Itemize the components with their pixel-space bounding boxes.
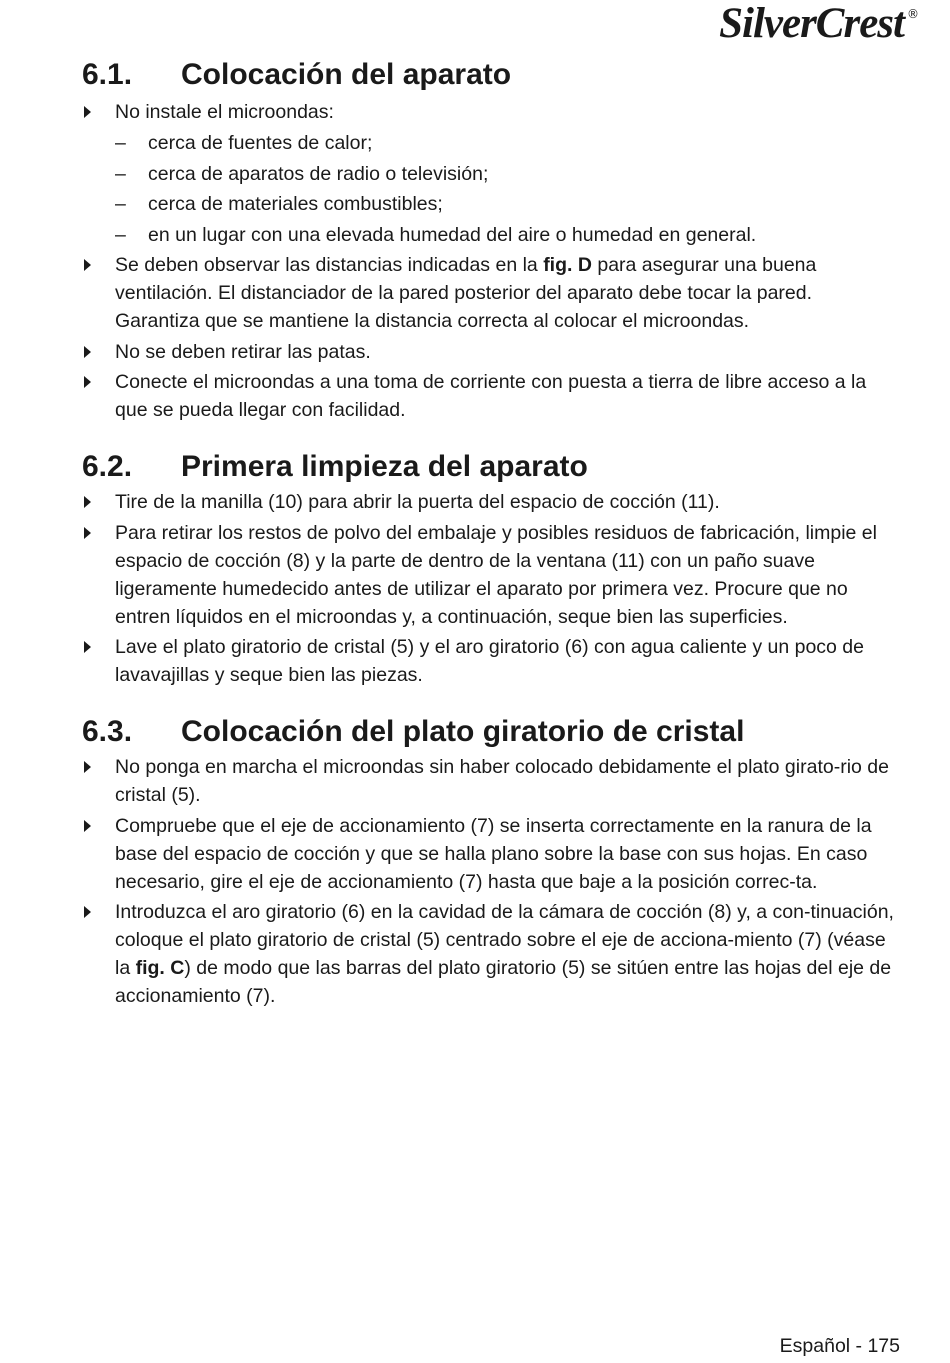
bullet-item: Lave el plato giratorio de cristal (5) y el aro giratorio (6) con agua caliente y un poco de lavavajillas y seque bien las piezas.: [82, 633, 898, 689]
dash-item: – cerca de aparatos de radio o televisión;: [115, 160, 898, 188]
bullet-item: [82, 898, 898, 1010]
bullet-item: No se deben retirar las patas.: [82, 338, 898, 366]
bullet-item: Tire de la manilla (10) para abrir la puerta del espacio de cocción (11).: [82, 488, 898, 516]
dash-list: [115, 129, 898, 249]
brand-logo: [719, 0, 918, 47]
section-heading: [82, 56, 898, 94]
figure-reference: fig. C: [135, 957, 185, 979]
bullet-list: [82, 98, 898, 424]
registered-mark: ®: [907, 7, 918, 21]
section-heading: [82, 448, 898, 486]
page-content: [82, 56, 898, 1013]
section-number: 6.1.: [82, 58, 133, 91]
bullet-text: para asegurar una buena ventilación. El distanciador de la pared posterior del aparato debe tocar la pared. Garantiza que se mantiene la distancia correcta al colocar el microondas.: [115, 254, 817, 332]
bullet-item: Compruebe que el eje de accionamiento (7) se inserta correctamente en la ranura de la base del espacio de cocción y que se halla plano sobre la base con sus hojas. En caso necesario, gire el eje de accionamiento (7) hasta que baje a la posición correc-ta.: [82, 812, 898, 896]
bullet-item: No ponga en marcha el microondas sin haber colocado debidamente el plato girato-rio de cristal (5).: [82, 753, 898, 809]
section-glass-turntable: [82, 713, 898, 1010]
page-footer: Español - 175: [779, 1335, 900, 1357]
bullet-text: Se deben observar las distancias indicadas en la: [115, 254, 544, 276]
bullet-list: [82, 753, 898, 1010]
brand-name: SilverCrest: [719, 0, 904, 47]
bullet-item: Para retirar los restos de polvo del embalaje y posibles residuos de fabricación, limpie el espacio de cocción (8) y la parte de dentro de la ventana (11) con un paño suave ligeramente humedecido antes de utilizar el aparato por primera vez. Procure que no entren líquidos en el microondas y, a continuación, seque bien las superficies.: [82, 519, 898, 631]
section-number: 6.3.: [82, 715, 133, 748]
section-placement: [82, 56, 898, 424]
section-title: Colocación del aparato: [181, 58, 512, 91]
bullet-text: Introduzca el aro giratorio (6) en la cavidad de la cámara de cocción (8) y, a con-tinuación, coloque el plato giratorio de cristal (5) centrado sobre el eje de acciona-miento (7) (véase la: [115, 901, 894, 979]
section-title: Colocación del plato giratorio de cristal: [181, 715, 745, 748]
dash-item: – cerca de fuentes de calor;: [115, 129, 898, 157]
section-heading: [82, 713, 898, 751]
section-number: 6.2.: [82, 450, 133, 483]
bullet-list: [82, 488, 898, 689]
section-title: Primera limpieza del aparato: [181, 450, 588, 483]
bullet-item: [82, 251, 898, 335]
bullet-item: Conecte el microondas a una toma de corriente con puesta a tierra de libre acceso a la que se pueda llegar con facilidad.: [82, 368, 898, 424]
dash-item: – cerca de materiales combustibles;: [115, 190, 898, 218]
bullet-text: No instale el microondas:: [115, 101, 334, 123]
bullet-item: [82, 98, 898, 249]
dash-item: – en un lugar con una elevada humedad del aire o humedad en general.: [115, 221, 898, 249]
figure-reference: fig. D: [543, 254, 592, 276]
bullet-text: ) de modo que las barras del plato giratorio (5) se sitúen entre las hojas del eje de accionamiento (7).: [115, 957, 892, 1007]
section-first-cleaning: [82, 448, 898, 689]
